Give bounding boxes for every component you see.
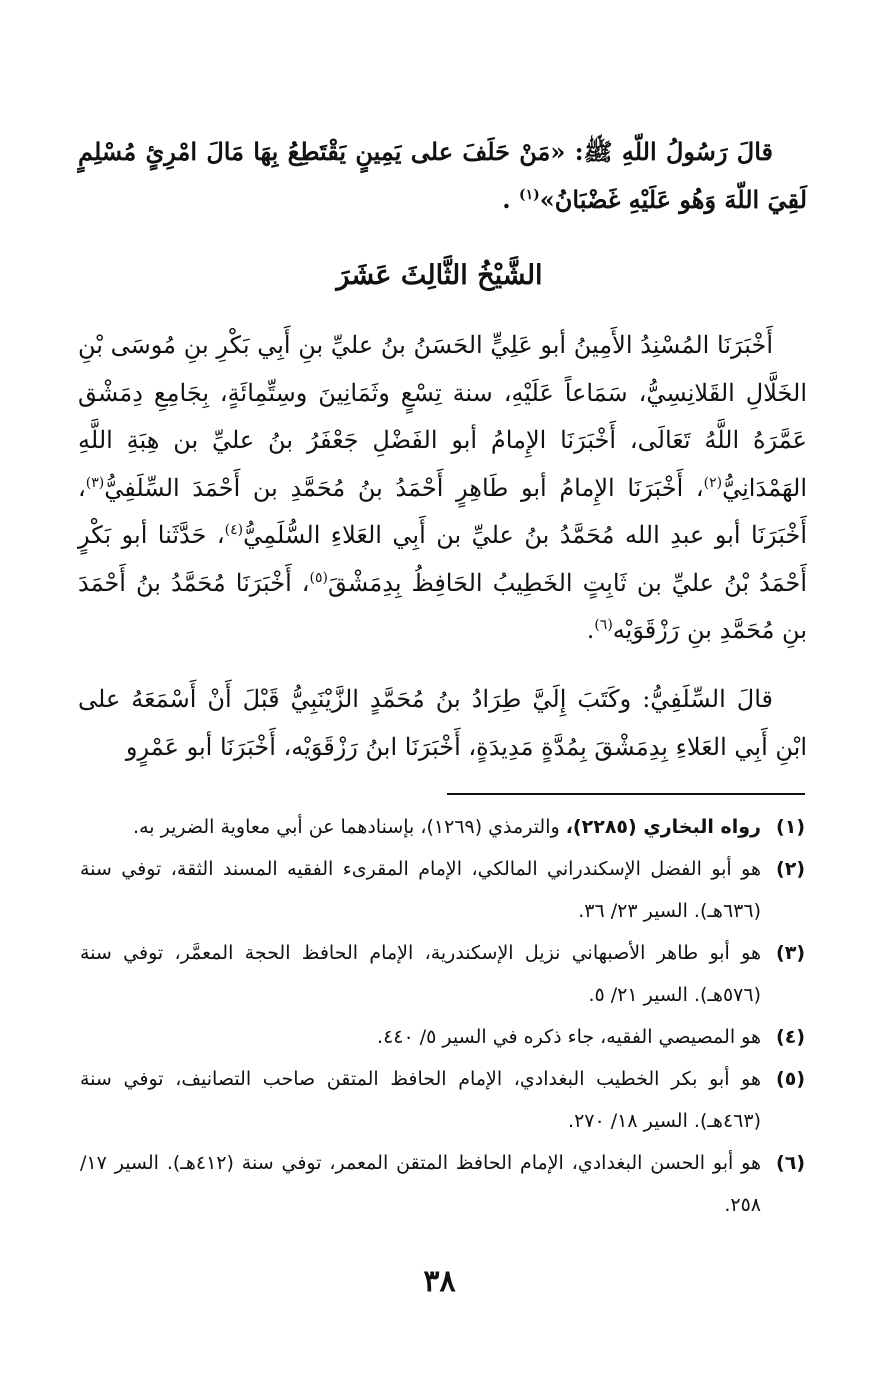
footnote-number: (٢)	[776, 858, 805, 880]
isnad-part-1: أَخْبَرَنَا المُسْنِدُ الأَمِينُ أبو عَلِيٍّ الحَسَنُ بنُ عليِّ بنِ أَبِي بَكْرِ بنِ مُوسَى بْنِ الخَلَّالِ القَلانِسِيُّ، سَمَاعاً عَلَيْهِ، سنة تِسْعٍ وثَمَانِينَ وسِتِّمِائَةٍ، بِجَامِعِ دِمَشْق عَمَّرَهُ اللَّهُ تَعَالَى، أَخْبَرَنَا الإِمامُ أبو الفَضْلِ جَعْفَرُ بنُ عليِّ بن هِبَةِ اللَّهِ الهَمْدَانِيُّ	[78, 331, 807, 502]
footnote-text: هو المصيصي الفقيه، جاء ذكره في السير ٥/ ٤٤٠.	[377, 1026, 761, 1048]
footnote-separator	[447, 793, 805, 795]
section-heading: الشَّيْخُ الثَّالِثَ عَشَرَ	[336, 260, 543, 291]
footnote-ref-6: (٦)	[594, 617, 613, 633]
footnote-number: (٣)	[776, 942, 805, 964]
footnote-ref-4: (٤)	[224, 522, 244, 538]
footnote-item	[80, 1016, 805, 1058]
footnote-ref-3: (٣)	[85, 474, 105, 491]
footnote-text: هو أبو الحسن البغدادي، الإمام الحافظ المتقن المعمر، توفي سنة (٤١٢هـ). السير ١٧/ ٢٥٨.	[80, 1152, 761, 1216]
footnote-ref-5: (٥)	[309, 569, 328, 586]
footnote-text: هو أبو بكر الخطيب البغدادي، الإمام الحافظ المتقن صاحب التصانيف، توفي سنة (٤٦٣هـ). السير ١٨/ ٢٧٠.	[80, 1068, 761, 1132]
isnad-part-2: ، أَخْبَرَنَا الإِمامُ أبو طَاهِرٍ أَحْمَدُ بنُ مُحَمَّدِ بن أَحْمَدَ السِّلَفِيُّ	[104, 473, 704, 502]
footnote-body: والترمذي (١٢٦٩)، بإسنادهما عن أبي معاوية الضرير به.	[133, 816, 566, 838]
footnote-item	[80, 848, 805, 932]
footnote-number: (٤)	[776, 1026, 805, 1048]
footnote-ref-2: (٢)	[703, 474, 723, 491]
footnotes	[80, 806, 805, 1226]
footnote-item	[80, 1142, 805, 1226]
qala-text: قالَ السِّلَفِيُّ: وكَتَبَ إِلَيَّ طِرَادُ بنُ مُحَمَّدٍ الزَّيْنَبِيُّ قَبْلَ أَنْ أَسْمَعَهُ على ابْنِ أَبِي العَلاءِ بِدِمَشْقَ بِمُدَّةٍ مَدِيدَةٍ، أَخْبَرَنَا ابنُ رَزْقَوَيْه، أَخْبَرَنَا أبو عَمْرٍو	[78, 685, 807, 761]
isnad-part-4: ، حَدَّثَنا أبو بَكْرٍ أَحْمَدُ بْنُ عليِّ بن ثَابِتٍ الخَطِيبُ الحَافِظُ بِدِمَشْقَ	[78, 521, 807, 597]
footnote-item	[80, 806, 805, 848]
footnote-item	[80, 1058, 805, 1142]
isnad-part-6: .	[586, 616, 595, 644]
qala-paragraph	[78, 676, 807, 771]
hadith-end: .	[502, 184, 511, 214]
footnote-item	[80, 932, 805, 1016]
footnote-number: (١)	[776, 816, 805, 838]
isnad-part-5: ، أَخْبَرَنَا مُحَمَّدُ بنُ أَحْمَدَ بنِ مُحَمَّدِ بنِ رَزْقَوَيْه	[78, 568, 807, 644]
footnote-text	[80, 806, 761, 848]
isnad-part-3: ، أَخْبَرَنَا أبو عبدِ الله مُحَمَّدُ بنُ عليِّ بن أَبِي العَلاءِ السُّلَمِيُّ	[78, 473, 807, 549]
footnote-number: (٥)	[776, 1068, 805, 1090]
footnote-bold-text: رواه البخاري (٢٢٨٥)،	[565, 816, 761, 838]
hadith-text: قالَ رَسُولُ اللّهِ ﷺ: «مَنْ حَلَفَ على يَمِينٍ يَقْتَطِعُ بِهَا مَالَ امْرِئٍ مُسْلِمٍ لَقِيَ اللّهَ وَهُو عَلَيْهِ غَضْبَانُ»	[78, 137, 807, 214]
page-number: ٣٨	[423, 1264, 456, 1299]
hadith-paragraph	[78, 128, 807, 223]
footnote-text: هو أبو الفضل الإسكندراني المالكي، الإمام المقرىء الفقيه المسند الثقة، توفي سنة (٦٣٦هـ). السير ٢٣/ ٣٦.	[80, 858, 761, 922]
footnote-ref-1: (١)	[518, 186, 540, 203]
isnad-paragraph	[78, 322, 807, 655]
footnote-text: هو أبو طاهر الأصبهاني نزيل الإسكندرية، الإمام الحافظ الحجة المعمَّر، توفي سنة (٥٧٦هـ). السير ٢١/ ٥.	[80, 942, 761, 1006]
footnote-number: (٦)	[776, 1152, 805, 1174]
